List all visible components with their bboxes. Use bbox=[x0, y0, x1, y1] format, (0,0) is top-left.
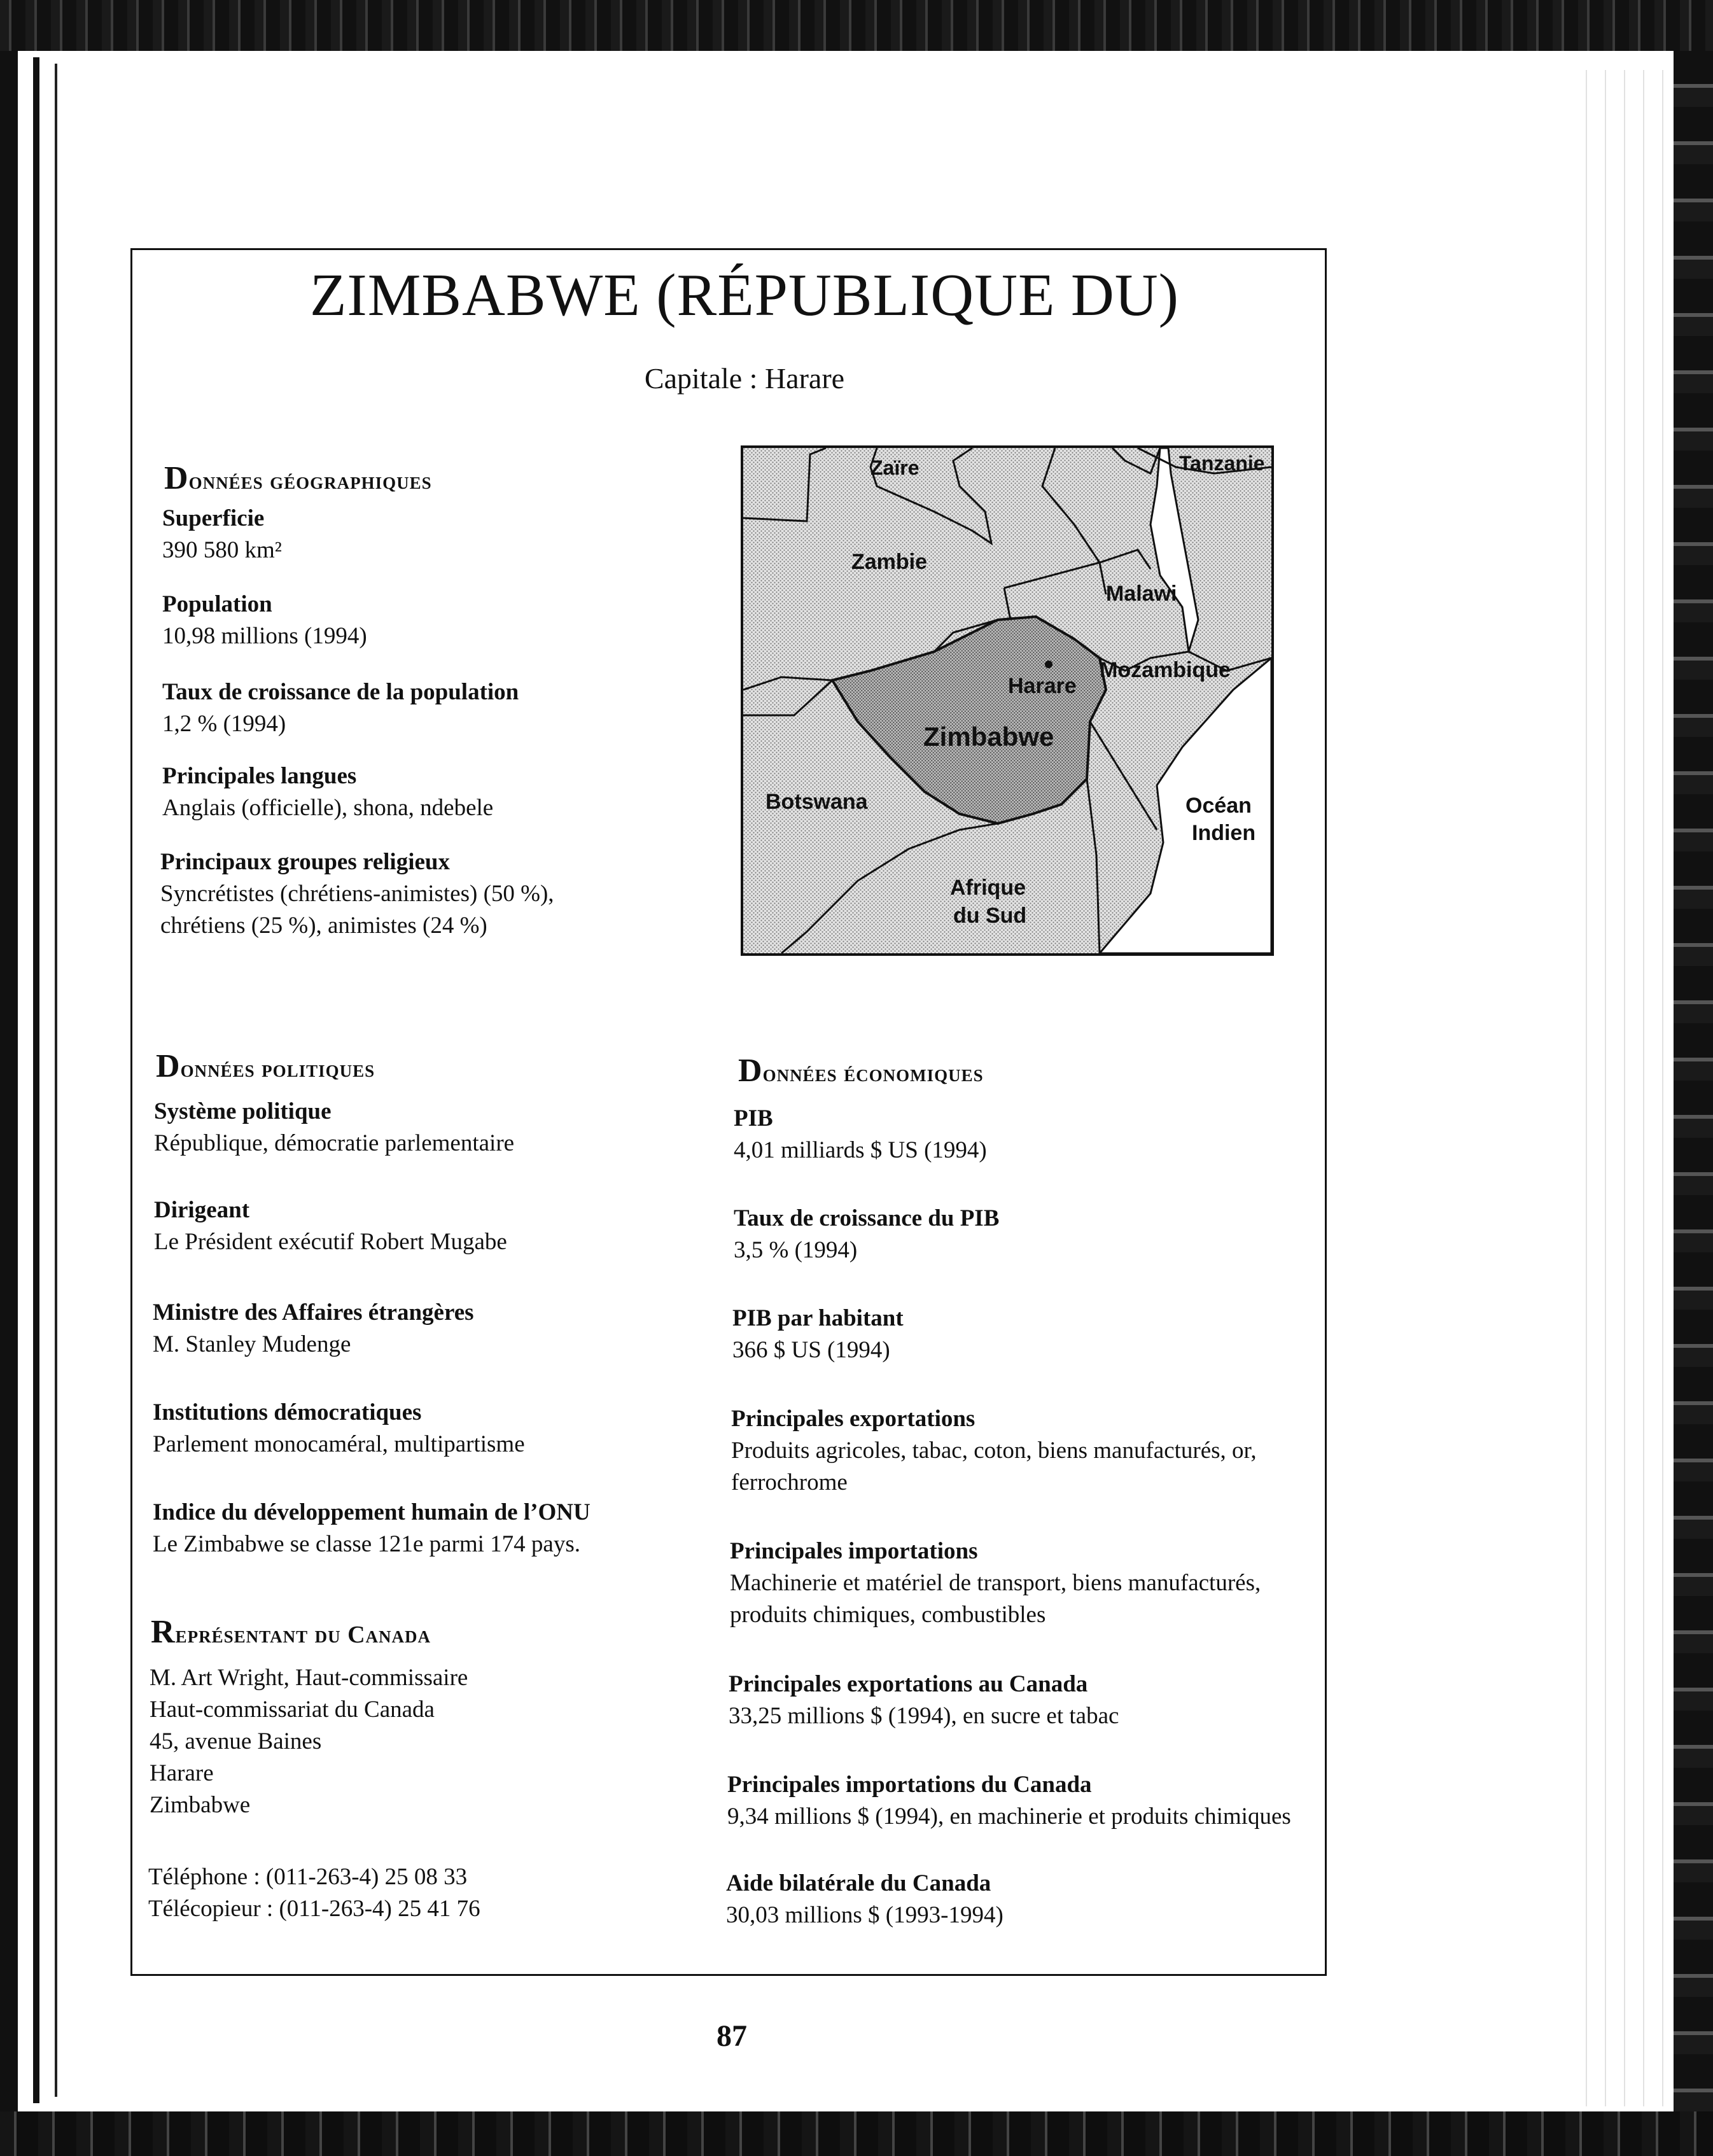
eco-label: Principales exportations au Canada bbox=[729, 1671, 1088, 1697]
rep-line: Harare bbox=[150, 1760, 214, 1786]
rep-phone: Téléphone : (011-263-4) 25 08 33 bbox=[148, 1864, 468, 1890]
map-label-tanzanie: Tanzanie bbox=[1179, 452, 1265, 475]
eco-value: produits chimiques, combustibles bbox=[730, 1602, 1046, 1628]
eco-value: 30,03 millions $ (1993-1994) bbox=[726, 1902, 1003, 1928]
pol-institutions bbox=[153, 1397, 751, 1460]
pol-value: République, démocratie parlementaire bbox=[154, 1130, 515, 1156]
pol-value: M. Stanley Mudenge bbox=[153, 1331, 351, 1357]
eco-label: Taux de croissance du PIB bbox=[734, 1205, 1000, 1231]
eco-value: ferrochrome bbox=[731, 1469, 848, 1495]
map-label-zaire: Zaïre bbox=[870, 456, 919, 479]
geo-value: 390 580 km² bbox=[162, 537, 282, 563]
map-label-ocean: Océan bbox=[1185, 794, 1252, 818]
geo-superficie bbox=[162, 503, 760, 566]
scan-edge-left bbox=[0, 51, 18, 2111]
geo-label: Population bbox=[162, 591, 272, 617]
eco-label: Principales exportations bbox=[731, 1406, 975, 1432]
eco-importations bbox=[730, 1536, 1328, 1631]
geo-value: 1,2 % (1994) bbox=[162, 711, 286, 737]
eco-value: 3,5 % (1994) bbox=[734, 1237, 858, 1263]
capital-line: Capitale : Harare bbox=[644, 362, 845, 395]
pol-heading: Données politiques bbox=[156, 1048, 375, 1084]
page-number: 87 bbox=[717, 2019, 747, 2053]
eco-value: 366 $ US (1994) bbox=[732, 1337, 890, 1363]
map-label-zambie: Zambie bbox=[851, 550, 928, 574]
pol-label: Institutions démocratiques bbox=[153, 1399, 422, 1425]
eco-aide-bilaterale bbox=[726, 1868, 1324, 1931]
map-label-harare: Harare bbox=[1008, 674, 1077, 698]
rep-fax: Télécopieur : (011-263-4) 25 41 76 bbox=[148, 1896, 480, 1922]
map-label-botswana: Botswana bbox=[766, 790, 868, 814]
eco-label: PIB par habitant bbox=[732, 1305, 904, 1331]
eco-value: 4,01 milliards $ US (1994) bbox=[734, 1137, 987, 1163]
geo-label: Principales langues bbox=[162, 763, 357, 789]
pol-value: Le Zimbabwe se classe 121e parmi 174 pays. bbox=[153, 1531, 580, 1557]
pol-value: Le Président exécutif Robert Mugabe bbox=[154, 1229, 507, 1255]
rep-address bbox=[150, 1662, 748, 1821]
scan-edge-right bbox=[1674, 51, 1713, 2111]
pol-value: Parlement monocaméral, multipartisme bbox=[153, 1431, 525, 1457]
geo-value: 10,98 millions (1994) bbox=[162, 623, 367, 649]
rep-line: M. Art Wright, Haut-commissaire bbox=[150, 1665, 468, 1691]
rep-line: Zimbabwe bbox=[150, 1792, 251, 1818]
geo-value: Syncrétistes (chrétiens-animistes) (50 %), bbox=[160, 881, 554, 907]
pol-ministre bbox=[153, 1297, 751, 1361]
page-title: ZIMBABWE (RÉPUBLIQUE DU) bbox=[310, 262, 1179, 328]
geo-population bbox=[162, 589, 760, 652]
geo-heading: Données géographiques bbox=[164, 460, 432, 496]
scan-edge-top bbox=[0, 0, 1713, 51]
eco-label: Principales importations bbox=[730, 1538, 978, 1564]
eco-label: PIB bbox=[734, 1105, 773, 1131]
map-label-indien: Indien bbox=[1192, 821, 1256, 845]
map-label-malawi: Malawi bbox=[1106, 582, 1177, 606]
eco-pib-habitant bbox=[732, 1303, 1331, 1366]
eco-value: Produits agricoles, tabac, coton, biens manufacturés, or, bbox=[731, 1438, 1257, 1464]
geo-value: chrétiens (25 %), animistes (24 %) bbox=[160, 913, 487, 939]
pol-label: Indice du développement humain de l’ONU bbox=[153, 1499, 591, 1525]
rep-contact bbox=[148, 1861, 746, 1925]
map-label-du-sud: du Sud bbox=[953, 904, 1027, 928]
pol-systeme bbox=[154, 1096, 752, 1159]
rep-line: 45, avenue Baines bbox=[150, 1728, 322, 1754]
pol-idh bbox=[153, 1497, 751, 1560]
pol-dirigeant bbox=[154, 1194, 752, 1258]
geo-langues bbox=[162, 760, 760, 824]
eco-label: Aide bilatérale du Canada bbox=[726, 1870, 991, 1896]
map-label-afrique: Afrique bbox=[950, 876, 1026, 900]
eco-exportations bbox=[731, 1403, 1329, 1499]
eco-croissance-pib bbox=[734, 1203, 1332, 1266]
geo-label: Principaux groupes religieux bbox=[160, 849, 450, 875]
map-label-mozambique: Mozambique bbox=[1100, 658, 1231, 682]
eco-value: 33,25 millions $ (1994), en sucre et tabac bbox=[729, 1703, 1119, 1729]
eco-pib bbox=[734, 1103, 1332, 1166]
geo-religions bbox=[160, 846, 759, 942]
scan-edge-bottom bbox=[0, 2111, 1713, 2156]
rep-heading: Représentant du Canada bbox=[151, 1614, 431, 1650]
map-label-zimbabwe: Zimbabwe bbox=[923, 722, 1054, 752]
pol-label: Ministre des Affaires étrangères bbox=[153, 1299, 474, 1326]
eco-importations-canada bbox=[727, 1769, 1338, 1833]
pol-label: Système politique bbox=[154, 1098, 332, 1124]
pol-label: Dirigeant bbox=[154, 1197, 250, 1223]
geo-label: Superficie bbox=[162, 505, 265, 531]
map-zimbabwe bbox=[741, 445, 1274, 956]
eco-value: Machinerie et matériel de transport, biens manufacturés, bbox=[730, 1570, 1261, 1596]
rep-line: Haut-commissariat du Canada bbox=[150, 1697, 435, 1723]
eco-value: 9,34 millions $ (1994), en machinerie et produits chimiques bbox=[727, 1803, 1291, 1830]
page-stack-edge bbox=[1578, 70, 1674, 2106]
eco-heading: Données économiques bbox=[738, 1053, 984, 1089]
geo-croissance bbox=[162, 676, 760, 740]
geo-value: Anglais (officielle), shona, ndebele bbox=[162, 795, 494, 821]
eco-label: Principales importations du Canada bbox=[727, 1772, 1092, 1798]
eco-exportations-canada bbox=[729, 1669, 1327, 1732]
geo-label: Taux de croissance de la population bbox=[162, 679, 519, 705]
